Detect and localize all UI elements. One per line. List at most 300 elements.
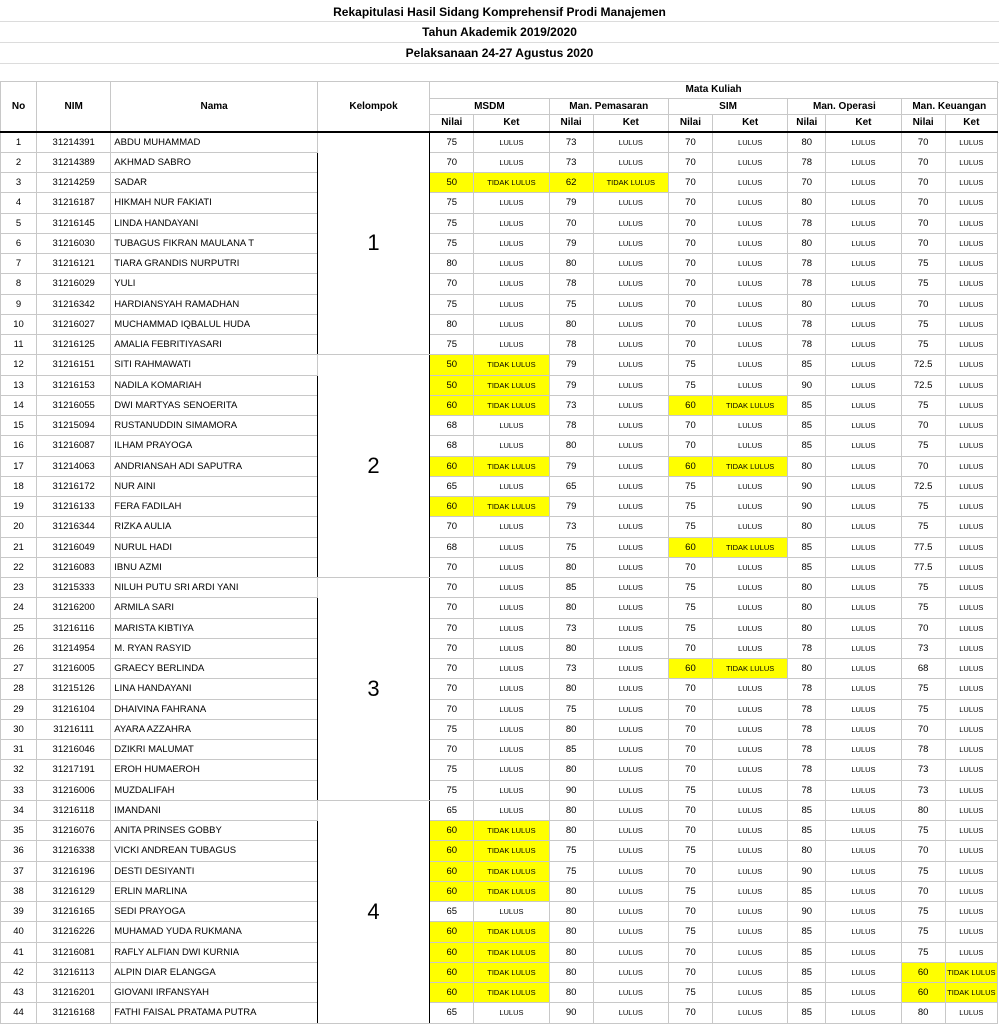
cell-nilai: 60 [668,659,712,679]
cell-nilai: 65 [430,902,474,922]
cell-ket: LULUS [474,740,549,760]
cell-ket: LULUS [593,942,668,962]
cell-ket: LULUS [713,1003,788,1023]
table-row [1,517,998,537]
cell-nilai: 70 [901,173,945,193]
header-nilai: Nilai [668,115,712,132]
cell-no: 12 [1,355,37,375]
table-row [1,193,998,213]
cell-nilai: 80 [549,983,593,1003]
cell-no: 43 [1,983,37,1003]
cell-kelompok: 1 [317,132,429,355]
cell-nilai: 80 [430,254,474,274]
table-row [1,294,998,314]
cell-nim: 31216165 [37,902,111,922]
cell-nilai: 79 [549,355,593,375]
cell-ket: LULUS [593,902,668,922]
cell-nama: MARISTA KIBTIYA [111,618,318,638]
cell-nim: 31216125 [37,335,111,355]
cell-nilai: 90 [788,375,826,395]
cell-nama: MUCHAMMAD IQBALUL HUDA [111,314,318,334]
cell-nilai: 70 [901,456,945,476]
table-row [1,173,998,193]
cell-nilai: 70 [430,578,474,598]
cell-nilai: 78 [788,213,826,233]
cell-ket: LULUS [945,274,997,294]
cell-nilai: 85 [788,395,826,415]
cell-nama: FATHI FAISAL PRATAMA PUTRA [111,1003,318,1023]
cell-ket: LULUS [713,173,788,193]
cell-ket: LULUS [713,132,788,153]
cell-ket: LULUS [474,557,549,577]
cell-ket: TIDAK LULUS [945,962,997,982]
cell-ket: LULUS [945,294,997,314]
cell-no: 5 [1,213,37,233]
table-row [1,942,998,962]
cell-ket: LULUS [945,760,997,780]
cell-ket: LULUS [826,800,901,820]
cell-nilai: 70 [430,659,474,679]
cell-ket: LULUS [945,881,997,901]
cell-nim: 31216344 [37,517,111,537]
cell-nilai: 90 [788,497,826,517]
cell-ket: LULUS [713,375,788,395]
table-body [1,132,998,1024]
cell-ket: LULUS [826,456,901,476]
cell-nama: LINA HANDAYANI [111,679,318,699]
cell-nilai: 70 [668,861,712,881]
cell-ket: LULUS [474,436,549,456]
cell-nilai: 70 [430,557,474,577]
cell-ket: TIDAK LULUS [474,922,549,942]
cell-nilai: 75 [430,294,474,314]
table-row [1,132,998,153]
cell-nama: DZIKRI MALUMAT [111,740,318,760]
cell-nilai: 80 [788,456,826,476]
cell-nilai: 70 [668,962,712,982]
cell-ket: LULUS [713,740,788,760]
cell-nim: 31214389 [37,152,111,172]
cell-nilai: 72.5 [901,476,945,496]
table-row [1,902,998,922]
cell-ket: LULUS [826,638,901,658]
cell-nilai: 50 [430,375,474,395]
cell-nilai: 70 [430,598,474,618]
cell-ket: LULUS [945,132,997,153]
cell-ket: LULUS [826,760,901,780]
cell-no: 40 [1,922,37,942]
cell-nilai: 68 [430,416,474,436]
cell-ket: LULUS [593,254,668,274]
cell-no: 25 [1,618,37,638]
cell-nama: EROH HUMAEROH [111,760,318,780]
cell-nilai: 85 [549,578,593,598]
cell-nilai: 75 [668,618,712,638]
cell-ket: LULUS [945,233,997,253]
table-row [1,679,998,699]
cell-nilai: 78 [549,274,593,294]
cell-ket: LULUS [713,841,788,861]
cell-ket: LULUS [713,274,788,294]
cell-nilai: 73 [549,659,593,679]
cell-nilai: 80 [430,314,474,334]
cell-ket: TIDAK LULUS [713,456,788,476]
table-row [1,537,998,557]
cell-nilai: 80 [549,821,593,841]
cell-nilai: 70 [668,132,712,153]
cell-nilai: 75 [901,679,945,699]
cell-nilai: 70 [901,618,945,638]
cell-nilai: 78 [788,314,826,334]
table-row [1,335,998,355]
cell-ket: LULUS [945,942,997,962]
cell-nim: 31216118 [37,800,111,820]
cell-ket: LULUS [474,294,549,314]
cell-nim: 31216201 [37,983,111,1003]
cell-nim: 31216226 [37,922,111,942]
cell-nim: 31214259 [37,173,111,193]
cell-ket: LULUS [713,942,788,962]
cell-ket: LULUS [826,841,901,861]
cell-ket: TIDAK LULUS [474,497,549,517]
cell-ket: TIDAK LULUS [593,173,668,193]
table-row [1,659,998,679]
cell-nilai: 75 [549,841,593,861]
cell-no: 44 [1,1003,37,1023]
cell-ket: LULUS [593,618,668,638]
cell-ket: LULUS [593,699,668,719]
cell-nilai: 85 [788,881,826,901]
table-row [1,557,998,577]
cell-ket: TIDAK LULUS [474,983,549,1003]
cell-nim: 31216111 [37,719,111,739]
cell-nilai: 80 [549,254,593,274]
results-table [0,81,998,1024]
cell-nilai: 90 [788,476,826,496]
cell-nilai: 70 [901,841,945,861]
cell-nim: 31216121 [37,254,111,274]
cell-ket: LULUS [826,578,901,598]
cell-no: 33 [1,780,37,800]
cell-ket: LULUS [474,679,549,699]
cell-kelompok: 2 [317,355,429,578]
cell-nim: 31216168 [37,1003,111,1023]
cell-ket: LULUS [826,152,901,172]
header-ket: Ket [945,115,997,132]
cell-nilai: 70 [901,881,945,901]
cell-nilai: 60 [430,821,474,841]
cell-nilai: 80 [549,598,593,618]
cell-ket: TIDAK LULUS [713,395,788,415]
cell-nilai: 80 [788,578,826,598]
cell-nilai: 75 [901,497,945,517]
cell-nilai: 70 [901,233,945,253]
cell-ket: LULUS [826,983,901,1003]
cell-nilai: 60 [430,942,474,962]
cell-nilai: 70 [901,132,945,153]
cell-nilai: 73 [901,638,945,658]
cell-ket: LULUS [474,638,549,658]
cell-nilai: 75 [668,497,712,517]
cell-ket: LULUS [713,760,788,780]
cell-nim: 31216104 [37,699,111,719]
cell-ket: LULUS [945,638,997,658]
cell-ket: LULUS [713,780,788,800]
cell-nilai: 80 [788,132,826,153]
cell-ket: LULUS [474,699,549,719]
cell-ket: LULUS [713,800,788,820]
cell-nim: 31216200 [37,598,111,618]
cell-ket: LULUS [593,436,668,456]
cell-ket: LULUS [474,1003,549,1023]
cell-nilai: 60 [430,962,474,982]
cell-nilai: 85 [549,740,593,760]
table-row [1,314,998,334]
cell-no: 39 [1,902,37,922]
cell-nama: M. RYAN RASYID [111,638,318,658]
cell-ket: LULUS [593,233,668,253]
cell-nim: 31216145 [37,213,111,233]
cell-nilai: 78 [788,699,826,719]
cell-nama: AMALIA FEBRITIYASARI [111,335,318,355]
cell-ket: LULUS [826,335,901,355]
cell-nilai: 75 [668,780,712,800]
table-row [1,213,998,233]
header-subject-operasi: Man. Operasi [788,98,901,115]
cell-no: 42 [1,962,37,982]
cell-nilai: 60 [901,962,945,982]
cell-ket: LULUS [713,719,788,739]
cell-nilai: 80 [549,557,593,577]
cell-nilai: 78 [788,679,826,699]
cell-ket: LULUS [593,780,668,800]
cell-ket: LULUS [826,375,901,395]
cell-nama: LINDA HANDAYANI [111,213,318,233]
cell-nilai: 70 [668,274,712,294]
table-row [1,983,998,1003]
cell-nilai: 70 [668,416,712,436]
cell-no: 19 [1,497,37,517]
cell-ket: LULUS [713,821,788,841]
cell-nilai: 70 [901,213,945,233]
cell-ket: LULUS [945,497,997,517]
cell-nim: 31216030 [37,233,111,253]
header-ket: Ket [474,115,549,132]
cell-ket: LULUS [826,821,901,841]
cell-ket: LULUS [593,294,668,314]
header-kelompok: Kelompok [317,82,429,132]
cell-ket: TIDAK LULUS [474,375,549,395]
cell-ket: LULUS [474,517,549,537]
cell-nilai: 75 [668,517,712,537]
cell-nilai: 85 [788,800,826,820]
cell-nilai: 75 [901,861,945,881]
cell-ket: LULUS [713,618,788,638]
cell-nilai: 78 [788,719,826,739]
cell-ket: LULUS [474,719,549,739]
cell-ket: LULUS [713,598,788,618]
cell-nilai: 70 [430,152,474,172]
cell-ket: LULUS [474,598,549,618]
cell-nilai: 80 [788,517,826,537]
cell-nim: 31215126 [37,679,111,699]
cell-nilai: 85 [788,355,826,375]
cell-no: 29 [1,699,37,719]
cell-no: 18 [1,476,37,496]
cell-nilai: 77.5 [901,537,945,557]
cell-ket: LULUS [945,740,997,760]
cell-ket: LULUS [713,578,788,598]
cell-ket: LULUS [826,962,901,982]
cell-no: 38 [1,881,37,901]
header-nama: Nama [111,82,318,132]
cell-ket: LULUS [826,1003,901,1023]
cell-nim: 31216005 [37,659,111,679]
cell-nama: MUZDALIFAH [111,780,318,800]
cell-nilai: 75 [668,375,712,395]
cell-nim: 31214063 [37,456,111,476]
cell-ket: LULUS [713,335,788,355]
cell-nama: TIARA GRANDIS NURPUTRI [111,254,318,274]
cell-ket: LULUS [593,335,668,355]
cell-nilai: 80 [788,841,826,861]
cell-no: 22 [1,557,37,577]
cell-ket: LULUS [713,557,788,577]
cell-nilai: 90 [788,861,826,881]
cell-ket: LULUS [826,881,901,901]
cell-no: 3 [1,173,37,193]
cell-nilai: 72.5 [901,355,945,375]
cell-nilai: 70 [901,294,945,314]
cell-no: 14 [1,395,37,415]
cell-ket: TIDAK LULUS [945,983,997,1003]
cell-ket: LULUS [713,922,788,942]
cell-ket: LULUS [826,173,901,193]
cell-no: 4 [1,193,37,213]
table-row [1,699,998,719]
cell-nilai: 60 [430,861,474,881]
cell-nilai: 75 [549,294,593,314]
cell-ket: LULUS [593,456,668,476]
cell-ket: LULUS [826,395,901,415]
cell-ket: LULUS [713,902,788,922]
table-row [1,780,998,800]
cell-nama: NURUL HADI [111,537,318,557]
cell-ket: LULUS [713,213,788,233]
cell-nilai: 85 [788,557,826,577]
table-header [1,82,998,132]
cell-nama: SADAR [111,173,318,193]
cell-ket: LULUS [593,659,668,679]
cell-no: 15 [1,416,37,436]
cell-nilai: 80 [788,659,826,679]
cell-nama: NADILA KOMARIAH [111,375,318,395]
header-nilai: Nilai [788,115,826,132]
cell-ket: LULUS [593,497,668,517]
cell-nim: 31216116 [37,618,111,638]
cell-ket: LULUS [945,841,997,861]
cell-nilai: 70 [668,719,712,739]
table-row [1,861,998,881]
cell-no: 24 [1,598,37,618]
cell-ket: TIDAK LULUS [474,841,549,861]
cell-ket: LULUS [713,983,788,1003]
cell-nilai: 75 [901,922,945,942]
cell-ket: LULUS [713,638,788,658]
cell-ket: TIDAK LULUS [474,861,549,881]
cell-nama: HARDIANSYAH RAMADHAN [111,294,318,314]
cell-nama: ABDU MUHAMMAD [111,132,318,153]
cell-nilai: 75 [901,699,945,719]
table-row [1,881,998,901]
cell-nim: 31216338 [37,841,111,861]
cell-ket: LULUS [945,193,997,213]
cell-ket: LULUS [945,152,997,172]
cell-nilai: 80 [788,618,826,638]
cell-ket: LULUS [826,557,901,577]
cell-ket: LULUS [474,193,549,213]
cell-ket: LULUS [593,983,668,1003]
cell-nilai: 78 [788,760,826,780]
cell-ket: LULUS [945,800,997,820]
cell-nilai: 75 [901,517,945,537]
header-ket: Ket [593,115,668,132]
table-row [1,962,998,982]
cell-nama: TUBAGUS FIKRAN MAULANA T [111,233,318,253]
cell-ket: LULUS [713,416,788,436]
cell-nilai: 70 [901,193,945,213]
cell-no: 8 [1,274,37,294]
cell-ket: TIDAK LULUS [474,395,549,415]
cell-nilai: 73 [549,395,593,415]
cell-nilai: 85 [788,416,826,436]
cell-no: 11 [1,335,37,355]
academic-year: Tahun Akademik 2019/2020 [0,22,999,43]
cell-ket: TIDAK LULUS [474,962,549,982]
cell-nilai: 80 [901,1003,945,1023]
cell-no: 41 [1,942,37,962]
cell-nim: 31216113 [37,962,111,982]
cell-nilai: 75 [430,719,474,739]
cell-nilai: 78 [549,416,593,436]
cell-no: 7 [1,254,37,274]
cell-ket: LULUS [945,436,997,456]
cell-ket: LULUS [593,152,668,172]
cell-ket: LULUS [474,132,549,153]
cell-nim: 31216172 [37,476,111,496]
cell-ket: LULUS [593,132,668,153]
cell-nilai: 60 [430,922,474,942]
cell-nilai: 80 [549,760,593,780]
cell-ket: LULUS [945,375,997,395]
cell-nilai: 70 [901,416,945,436]
cell-nim: 31216055 [37,395,111,415]
cell-ket: LULUS [593,861,668,881]
cell-nilai: 78 [788,152,826,172]
cell-nama: SEDI PRAYOGA [111,902,318,922]
cell-ket: LULUS [826,254,901,274]
cell-nama: IBNU AZMI [111,557,318,577]
header-subject-sim: SIM [668,98,787,115]
cell-nilai: 75 [430,213,474,233]
table-row [1,578,998,598]
cell-kelompok: 4 [317,800,429,1023]
cell-nim: 31216029 [37,274,111,294]
cell-ket: LULUS [713,699,788,719]
cell-nim: 31214391 [37,132,111,153]
cell-ket: LULUS [713,881,788,901]
cell-nilai: 70 [668,740,712,760]
